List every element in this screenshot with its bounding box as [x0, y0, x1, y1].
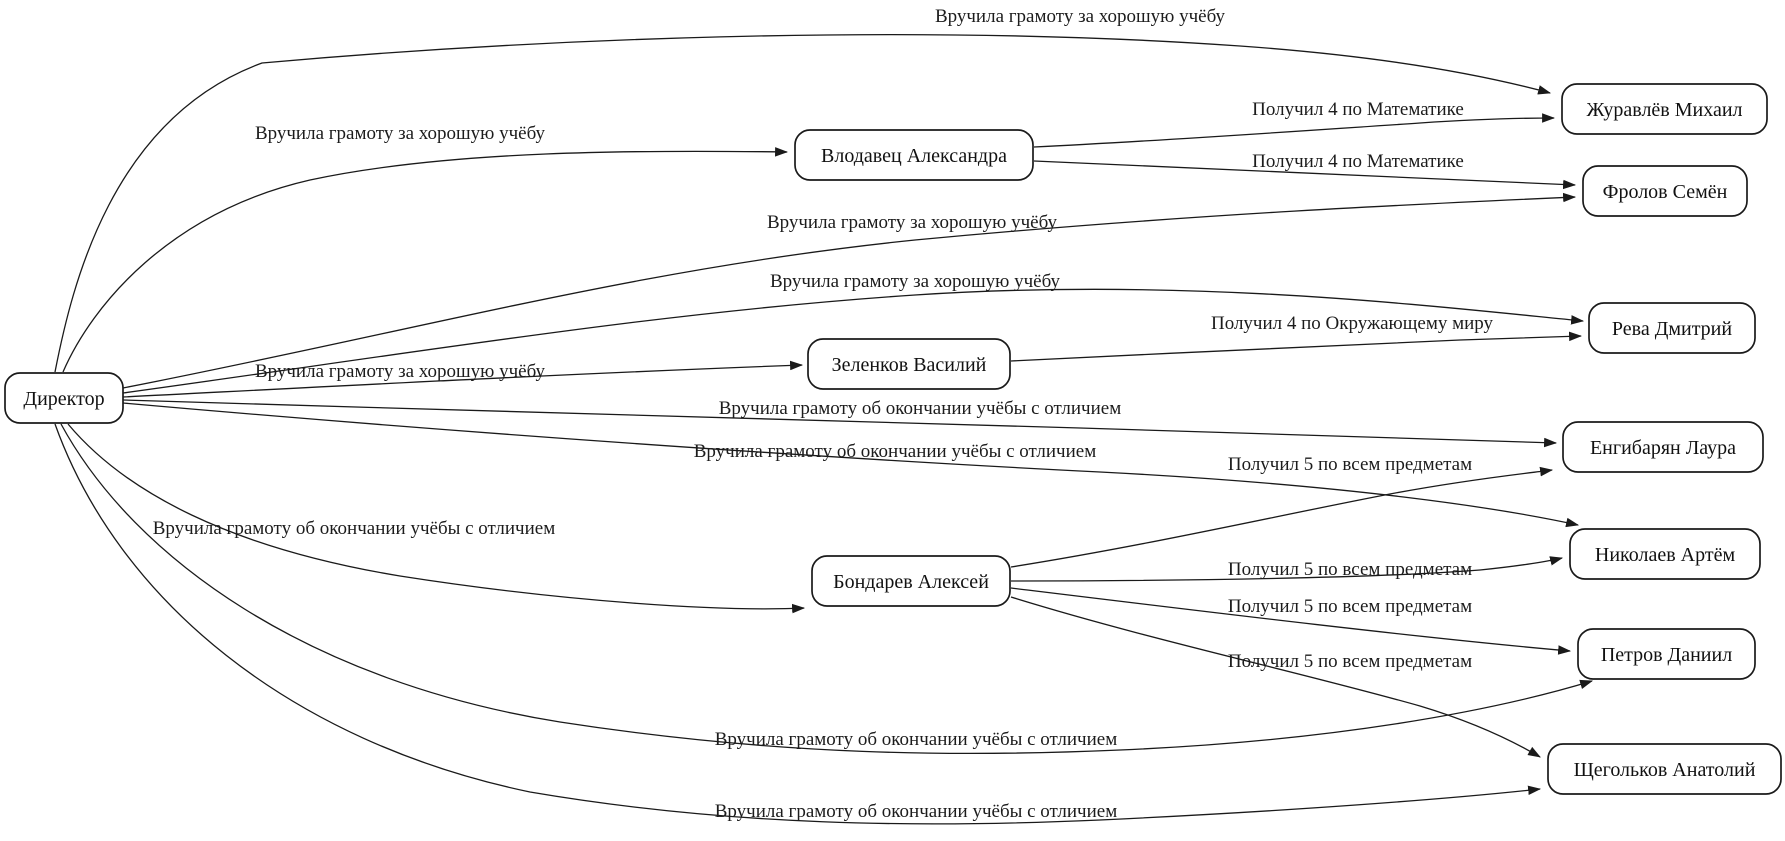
- node-shchegolkov: [1548, 744, 1781, 794]
- edge-label: Вручила грамоту за хорошую учёбу: [254, 361, 546, 382]
- node-nikolaev: [1570, 529, 1760, 579]
- node-label: Николаев Артём: [1594, 544, 1736, 566]
- node-director: [5, 373, 123, 423]
- edge-zelenkov-reva: [1011, 313, 1581, 361]
- edge-label: Получил 4 по Окружающему миру: [1210, 313, 1494, 334]
- edge-line: [55, 424, 1540, 824]
- node-label: Влодавец Александра: [821, 145, 1007, 167]
- edge-label: Вручила грамоту об окончании учёбы с отличием: [152, 518, 556, 539]
- edge-director-shchegolkov: [55, 424, 1540, 824]
- node-vlodavets: [795, 130, 1033, 180]
- node-label: Фролов Семён: [1602, 181, 1728, 203]
- edge-label: Вручила грамоту об окончании учёбы с отличием: [718, 398, 1122, 419]
- edge-director-vlodavets: [63, 123, 787, 372]
- edge-label: Вручила грамоту за хорошую учёбу: [254, 123, 546, 144]
- node-label: Щегольков Анатолий: [1573, 759, 1756, 781]
- edge-bondarev-petrov: [1011, 588, 1570, 651]
- edge-bondarev-nikolaev: [1011, 558, 1562, 581]
- node-zhuravlev: [1562, 84, 1767, 134]
- node-label: Енгибарян Лаура: [1589, 437, 1737, 459]
- edge-label: Вручила грамоту об окончании учёбы с отличием: [714, 729, 1118, 750]
- node-label: Зеленков Василий: [831, 354, 987, 376]
- node-engibaryan: [1563, 422, 1763, 472]
- node-zelenkov: [808, 339, 1010, 389]
- edge-bondarev-engibaryan: [1011, 454, 1552, 567]
- node-petrov: [1578, 629, 1755, 679]
- edge-director-engibaryan: [123, 398, 1556, 443]
- node-bondarev: [812, 556, 1010, 606]
- edge-label: Вручила грамоту за хорошую учёбу: [766, 212, 1058, 233]
- edge-label: Получил 5 по всем предметам: [1227, 596, 1473, 617]
- edge-line: [63, 151, 787, 372]
- node-reva: [1589, 303, 1755, 353]
- edge-label: Вручила грамоту за хорошую учёбу: [934, 6, 1226, 27]
- edge-label: Вручила грамоту об окончании учёбы с отличием: [714, 801, 1118, 822]
- edge-label: Получил 4 по Математике: [1252, 151, 1464, 172]
- node-label: Бондарев Алексей: [833, 571, 989, 593]
- edge-vlodavets-zhuravlev: [1034, 99, 1554, 147]
- node-label: Рева Дмитрий: [1611, 318, 1733, 340]
- node-label: Журавлёв Михаил: [1586, 99, 1743, 121]
- edge-line: [1034, 118, 1554, 147]
- edge-label: Вручила грамоту об окончании учёбы с отличием: [693, 441, 1097, 462]
- edge-label: Получил 5 по всем предметам: [1227, 454, 1473, 475]
- edge-line: [1011, 336, 1581, 361]
- edge-vlodavets-frolov: [1034, 151, 1575, 185]
- edge-label: Получил 5 по всем предметам: [1227, 559, 1473, 580]
- edge-label: Вручила грамоту за хорошую учёбу: [769, 271, 1061, 292]
- edge-label: Получил 5 по всем предметам: [1227, 651, 1473, 672]
- node-frolov: [1583, 166, 1747, 216]
- node-label: Директор: [23, 388, 105, 410]
- node-label: Петров Даниил: [1600, 644, 1733, 666]
- edge-label: Получил 4 по Математике: [1252, 99, 1464, 120]
